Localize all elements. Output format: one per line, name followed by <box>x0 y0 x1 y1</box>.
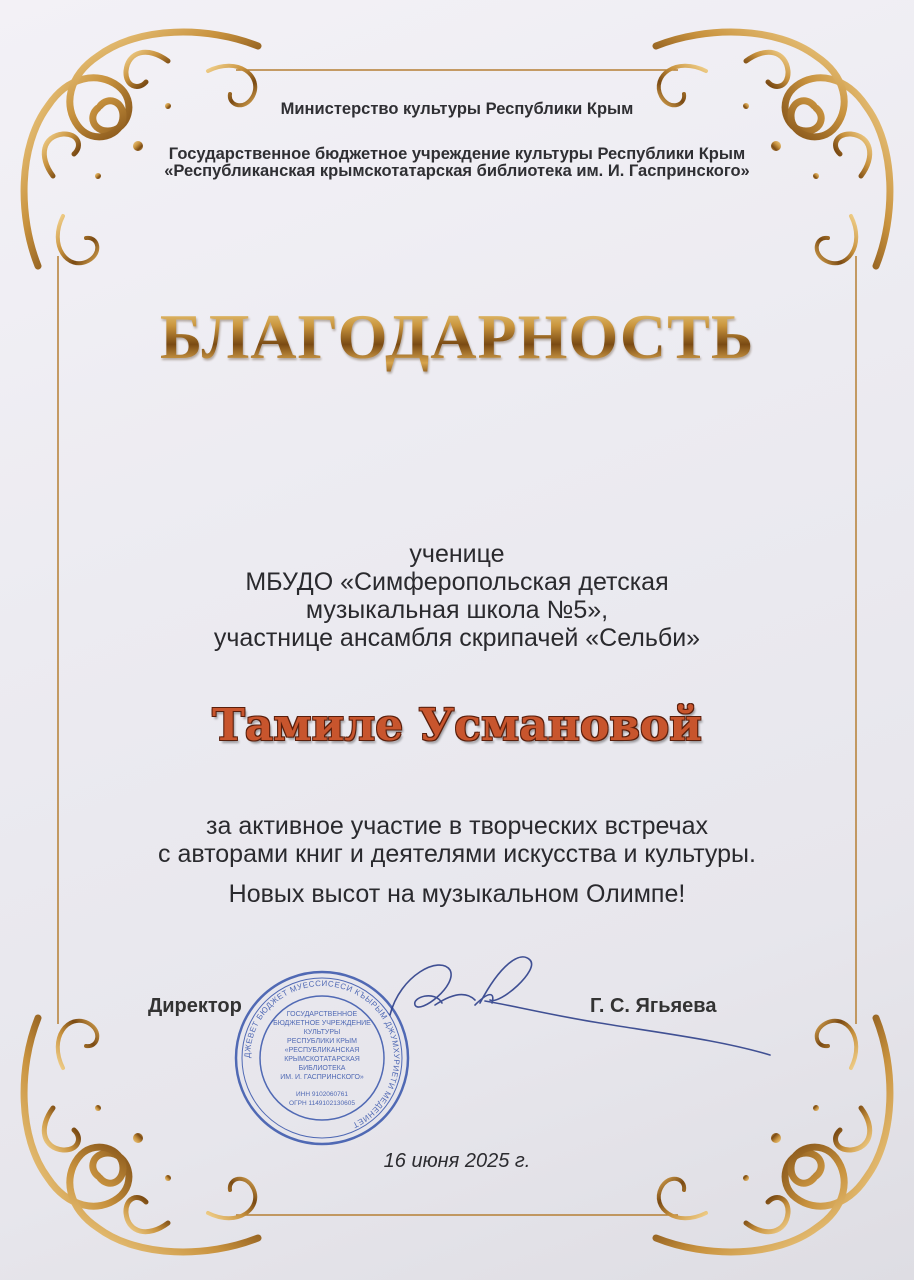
stamp-line-1: ГОСУДАРСТВЕННОЕ <box>286 1011 358 1018</box>
organization-line-2: «Республиканская крымскотатарская библиотека им. И. Гаспринского» <box>164 162 750 180</box>
stamp-line-3: КУЛЬТУРЫ <box>303 1029 341 1036</box>
certificate-title: БЛАГОДАРНОСТЬ <box>0 300 914 374</box>
stamp-line-5: «РЕСПУБЛИКАНСКАЯ <box>284 1047 360 1054</box>
message-line-1: за активное участие в творческих встречах <box>206 812 708 840</box>
stamp-inn: ИНН 9102060761 <box>295 1091 349 1098</box>
message-line-3: Новых высот на музыкальном Олимпе! <box>228 880 686 908</box>
stamp-ring-text: ДЖЕВЕТ БЮДЖЕТ МУЕССИСЕСИ КЪЫРЫМ ДЖУМХУРИЕТИ МЕДЕНИЕТ <box>242 978 402 1130</box>
recipient-line-4: участнице ансамбля скрипачей «Сельби» <box>213 624 701 652</box>
stamp-line-8: ИМ. И. ГАСПРИНСКОГО» <box>280 1074 364 1081</box>
stamp-line-4: РЕСПУБЛИКИ КРЫМ <box>287 1038 357 1045</box>
recipient-line-2: МБУДО «Симферопольская детская <box>245 568 669 596</box>
message-line-2: с авторами книг и деятелями искусства и культуры. <box>158 840 756 868</box>
stamp-line-7: БИБЛИОТЕКА <box>298 1065 346 1072</box>
stamp-line-6: КРЫМСКОТАТАРСКАЯ <box>284 1056 360 1063</box>
recipient-line-3: музыкальная школа №5», <box>305 596 609 624</box>
director-name: Г. С. Ягьяева <box>590 995 717 1017</box>
stamp-line-2: БЮДЖЕТНОЕ УЧРЕЖДЕНИЕ <box>273 1020 371 1027</box>
recipient-name: Тамиле Усмановой <box>212 700 702 751</box>
frame-corner-bottom-left <box>24 1018 258 1252</box>
recipient-line-1: ученице <box>409 540 505 568</box>
svg-text:ДЖЕВЕТ БЮДЖЕТ МУЕССИСЕСИ КЪЫРЫ <box>243 979 401 1130</box>
handwritten-signature <box>380 945 780 1075</box>
organization-line-1: Государственное бюджетное учреждение культуры Республики Крым <box>168 145 746 163</box>
stamp-ogrn: ОГРН 1149102130605 <box>289 1100 355 1107</box>
issue-date: 16 июня 2025 г. <box>383 1150 531 1172</box>
director-label: Директор <box>148 995 242 1017</box>
ministry-heading: Министерство культуры Республики Крым <box>280 100 634 118</box>
